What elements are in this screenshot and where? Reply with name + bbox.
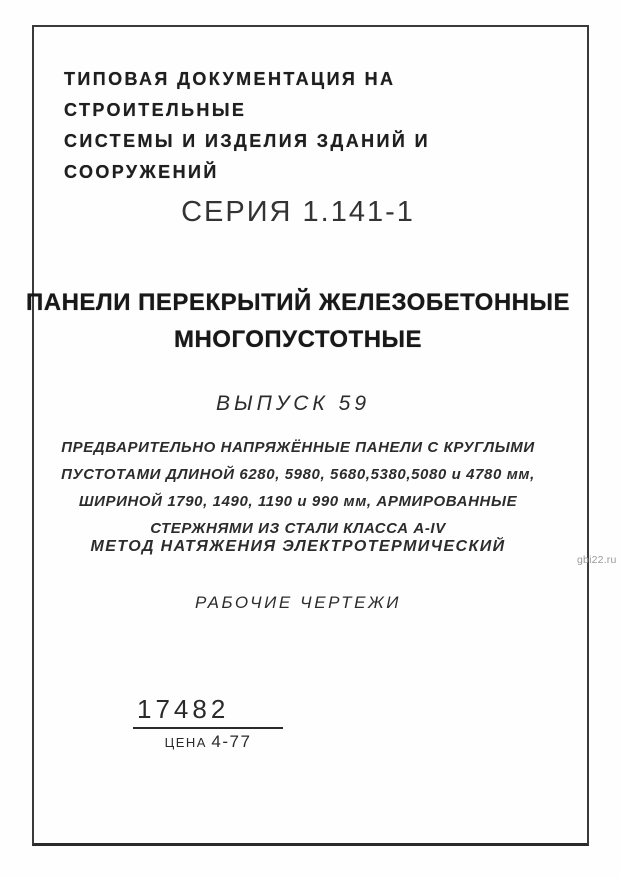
site-watermark: gbi22.ru	[577, 554, 617, 566]
tension-method-line: МЕТОД НАТЯЖЕНИЯ ЭЛЕКТРОТЕРМИЧЕСКИЙ	[90, 538, 506, 555]
main-title-line-2: МНОГОПУСТОТНЫЕ	[173, 326, 423, 353]
description-paragraph	[0, 434, 596, 542]
main-title-line-1: ПАНЕЛИ ПЕРЕКРЫТИЙ ЖЕЛЕЗОБЕТОННЫЕ	[25, 289, 571, 316]
header-line-1: ТИПОВАЯ ДОКУМЕНТАЦИЯ НА СТРОИТЕЛЬНЫЕ	[64, 69, 396, 120]
header-line-2: СИСТЕМЫ И ИЗДЕЛИЯ ЗДАНИЙ И СООРУЖЕНИЙ	[64, 131, 430, 182]
catalog-number: 17482	[133, 694, 283, 729]
description-line: ПУСТОТАМИ ДЛИНОЙ 6280, 5980, 5680,5380,5080 и 4780 мм,	[61, 466, 535, 483]
description-line: ШИРИНОЙ 1790, 1490, 1190 и 990 мм, АРМИРОВАННЫЕ	[78, 493, 518, 510]
issue-number: ВЫПУСК 59	[216, 392, 370, 415]
price-value: 4-77	[211, 732, 252, 751]
description-line: СТЕРЖНЯМИ ИЗ СТАЛИ КЛАССА А-IV	[150, 520, 446, 537]
price-label: ЦЕНА	[164, 735, 207, 750]
main-title	[0, 284, 596, 358]
document-type-line: РАБОЧИЕ ЧЕРТЕЖИ	[194, 593, 401, 612]
description-line: ПРЕДВАРИТЕЛЬНО НАПРЯЖЁННЫЕ ПАНЕЛИ С КРУГЛЫМИ	[61, 439, 535, 456]
price-line	[133, 729, 283, 752]
document-header	[64, 64, 564, 188]
series-title: СЕРИЯ 1.141-1	[181, 196, 415, 228]
catalog-stamp	[133, 694, 283, 752]
